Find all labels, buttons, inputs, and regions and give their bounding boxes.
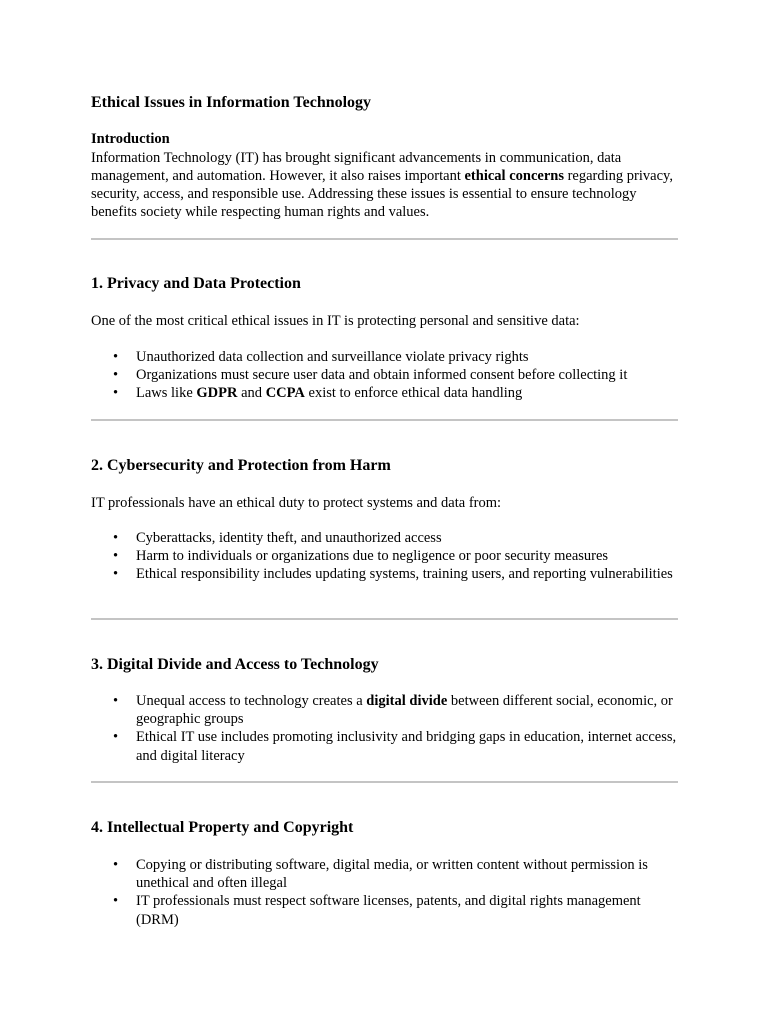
section-divider (91, 618, 678, 620)
intro-paragraph (91, 149, 678, 221)
bullet-icon: • (113, 385, 119, 402)
bullet-icon: • (113, 367, 119, 384)
bullet-icon: • (113, 530, 119, 546)
list-item (91, 348, 678, 366)
emphasis-gdpr: GDPR (196, 385, 238, 402)
list-item (91, 529, 678, 547)
emphasis-digital-divide: digital divide (366, 693, 448, 709)
bullet-icon: • (113, 857, 119, 873)
section-divider (91, 419, 678, 421)
list-item (91, 856, 678, 892)
list-item (91, 892, 678, 928)
text-run: between different social, economic, or geographic groups (136, 693, 673, 728)
section-heading-digital-divide: 3. Digital Divide and Access to Technology (91, 656, 379, 673)
section-heading-cybersecurity: 2. Cybersecurity and Protection from Harm (91, 457, 391, 474)
section-divider (91, 238, 678, 240)
list-item-text: IT professionals must respect software licenses, patents, and digital rights management (DRM) (136, 893, 641, 928)
bullet-icon: • (113, 893, 119, 910)
bullet-list-intellectual-property (91, 856, 678, 929)
list-item (91, 728, 678, 764)
section-divider (91, 781, 678, 783)
list-item-text (136, 693, 673, 727)
emphasis-ccpa: CCPA (265, 385, 305, 402)
text-run: Unequal access to technology creates a (136, 693, 367, 709)
list-item (91, 547, 678, 565)
text-run: and (237, 385, 266, 402)
document-title: Ethical Issues in Information Technology (91, 94, 372, 111)
list-item-text (136, 385, 522, 401)
intro-emphasis: ethical concerns (464, 168, 564, 184)
list-item-text: Cyberattacks, identity theft, and unauthorized access (136, 530, 442, 546)
list-item-text: Ethical IT use includes promoting inclusivity and bridging gaps in education, internet access, and digital literacy (136, 729, 677, 764)
list-item (91, 565, 678, 583)
list-item-text: Ethical responsibility includes updating systems, training users, and reporting vulnerabilities (136, 566, 673, 583)
bullet-icon: • (113, 693, 119, 709)
bullet-icon: • (113, 566, 119, 583)
section-paragraph-cybersecurity: IT professionals have an ethical duty to protect systems and data from: (91, 495, 502, 511)
list-item-text: Copying or distributing software, digital media, or written content without permission is unethical and often illegal (136, 857, 648, 892)
section-heading-privacy: 1. Privacy and Data Protection (91, 275, 301, 292)
list-item (91, 692, 678, 728)
section-paragraph-privacy: One of the most critical ethical issues in IT is protecting personal and sensitive data: (91, 313, 580, 329)
bullet-list-digital-divide (91, 692, 678, 765)
intro-text-2: regarding privacy, security, access, and responsible use. Addressing these issues is essential to ensure technology benefits society while respecting human rights and values. (91, 168, 673, 220)
intro-text-1: Information Technology (IT) has brought significant advancements in communication, data management, and automation. However, it also raises important (91, 150, 622, 184)
text-run: exist to enforce ethical data handling (304, 385, 523, 402)
list-item-text: Unauthorized data collection and surveillance violate privacy rights (136, 349, 529, 365)
bullet-icon: • (113, 548, 119, 565)
list-item-text: Organizations must secure user data and obtain informed consent before collecting it (136, 367, 628, 384)
bullet-list-cybersecurity (91, 529, 678, 584)
bullet-icon: • (113, 729, 119, 746)
section-heading-intellectual-property: 4. Intellectual Property and Copyright (91, 819, 354, 836)
list-item (91, 384, 678, 402)
list-item (91, 366, 678, 384)
list-item-text: Harm to individuals or organizations due to negligence or poor security measures (136, 548, 609, 565)
intro-heading: Introduction (91, 131, 170, 147)
bullet-list-privacy (91, 348, 678, 403)
bullet-icon: • (113, 349, 119, 365)
text-run: Laws like (136, 385, 197, 402)
